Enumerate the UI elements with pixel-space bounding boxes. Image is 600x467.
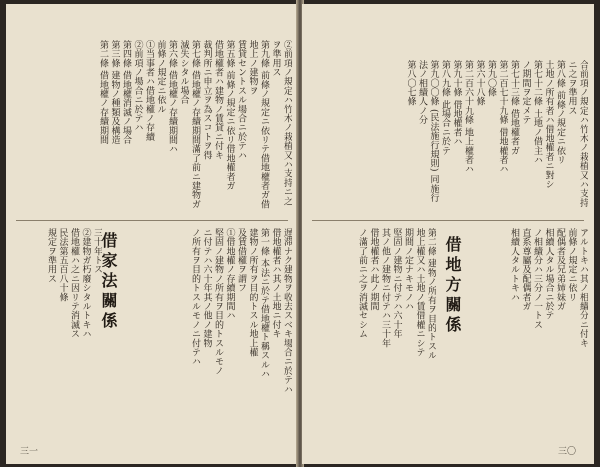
left-section-heading: 借家法關係 <box>99 232 118 332</box>
text-column: 民法第五百八十條 <box>57 228 68 302</box>
text-column: 建物ノ所有ヲ目的トスル地上權 <box>247 228 258 357</box>
text-column: 前條ノ規定ニ依リ <box>566 228 577 302</box>
text-column: 第二條 借地權ノ存續期間 <box>98 40 108 145</box>
text-column: ①借地權ノ存續期間ハ <box>224 228 235 320</box>
text-column: 第八〇七條 <box>405 60 416 106</box>
text-column: 賃貸セントスル場合ニ於テハ <box>236 40 246 160</box>
left-lower-text-2 <box>10 228 102 448</box>
text-column: 期間ノ定ナキモノハ <box>403 228 413 311</box>
text-column: 第二百七十九條 借地權者ハ <box>497 60 508 174</box>
text-column: 第七條 借地權ノ存續期間滿了前ニ建物ガ滅失シタル場合 <box>178 40 200 209</box>
left-lower-text <box>124 228 292 448</box>
text-column: 第七十三條 借地權者ガ <box>509 60 519 156</box>
right-divider <box>312 220 584 221</box>
text-column: 裁判所ニ申立ヲ為スコトヲ得 <box>201 40 212 160</box>
text-column: 土地ノ所有者ハ借地權者ニ對シ <box>543 60 554 189</box>
text-column: 直系尊屬及配偶者ガ <box>520 228 531 311</box>
text-column: 第九〇〇條 (民法施行規則) 同施行法ノ相續人ノ分 <box>417 60 439 203</box>
left-upper-text <box>22 40 292 210</box>
text-column: 第九條 前條ノ規定ニ依リテ借地權者ガ借地上ノ建物ヲ <box>247 40 269 209</box>
text-column: ノ所有ヲ目的トスルモノニ付テハ <box>190 228 200 366</box>
text-column: 第三條 建物ノ種類及構造 <box>109 40 120 145</box>
text-column: ノ期間ヲ定メテ <box>520 60 531 125</box>
right-lower-text <box>468 228 588 448</box>
text-column: ①当事者ハ借地權ノ存續 <box>144 40 154 142</box>
right-page-number: 三〇 <box>557 447 576 457</box>
text-column: 借地權者ハ其ノ土地ニ付キ <box>270 228 281 339</box>
text-column: 遅滞ナク建物ヲ收去スベキ場合ニ於テハ <box>282 228 292 394</box>
right-section-heading: 借地方關係 <box>443 236 462 336</box>
text-column: 規定ヲ準用ス <box>46 228 56 284</box>
text-column: 堅固ノ建物ニ付テハ六十年 <box>391 228 402 339</box>
text-column: 第四條 借地權消滅ノ場合 <box>121 40 131 145</box>
text-column: 其ノ他ノ建物ニ付テハ三十年 <box>380 228 390 348</box>
text-column: 配偶者及兄弟姉妹ガ <box>555 228 565 311</box>
text-column: 堅固ノ建物ノ所有ヲ目的トスルモノ <box>213 228 223 376</box>
text-column: 借地權ハ之ニ因リテ消滅ス <box>69 228 79 339</box>
text-column: ノ相續分ハ三分ノ一トス <box>532 228 542 330</box>
right-lower-text-2 <box>306 228 436 448</box>
text-column: 第二百六十九條 地上權者ハ <box>463 60 473 174</box>
text-column: 相續人タル場合ニ於テ <box>543 228 554 320</box>
text-column: 第六條 借地權ノ存續期間ハ <box>167 40 177 154</box>
text-column: 三十年トス <box>92 228 102 274</box>
text-column: 第八條 前條ノ規定ニ依リ <box>555 60 565 165</box>
text-column: 借地權者ハ此ノ期間 <box>368 228 379 311</box>
left-page-number: 三一 <box>20 447 39 457</box>
text-column: 地上權又ハ土地ノ賃借權ニシテ <box>414 228 425 357</box>
text-column: 借地權者ハ建物ノ賃貸ニ付キ <box>213 40 223 160</box>
right-upper-text <box>312 60 588 210</box>
text-column: 及賃借權ヲ謂フ <box>236 228 246 293</box>
text-column: 第九〇條 <box>486 60 496 97</box>
text-column: 第八九條 此場合ニ於テ <box>440 60 450 156</box>
text-column: 第二條 建物ノ所有ヲ目的トスル <box>426 228 436 360</box>
text-column: ②前項ノ場合ニ於テハ <box>132 40 143 132</box>
text-column: ニ付テハ六十年其ノ他ノ建物 <box>201 228 212 348</box>
text-column: 第七十二條 土地ノ借主ハ <box>532 60 542 165</box>
text-column: ②前項ノ規定ハ竹木ノ栽植又ハ支持ニ之ヲ準用ス <box>270 40 292 206</box>
left-page <box>6 4 298 464</box>
text-column: 第九十條 借地權者ハ <box>451 60 462 146</box>
text-column: 合前項ノ規定ハ竹木ノ栽植又ハ支持ニ之ヲ準用ス <box>566 60 588 208</box>
text-column: 第一條 本法ニ於テ借地權ト稱スルハ <box>259 228 269 379</box>
left-divider <box>16 220 288 221</box>
text-column: 第五條 前條ノ規定ニ依リ借地權者ガ <box>224 40 235 191</box>
right-page <box>302 4 594 464</box>
text-column: 第六十八條 <box>474 60 485 106</box>
text-column: アルトキハ其ノ相續分ニ付キ <box>578 228 588 348</box>
text-column: 相續人タルトキハ <box>509 228 519 302</box>
text-column: ②建物ガ朽廢シタルトキハ <box>80 228 91 339</box>
text-column: 前條ノ規定ニ依ル <box>155 40 166 114</box>
text-column: ノ滿了前ニ之ヲ消滅セシム <box>357 228 367 339</box>
